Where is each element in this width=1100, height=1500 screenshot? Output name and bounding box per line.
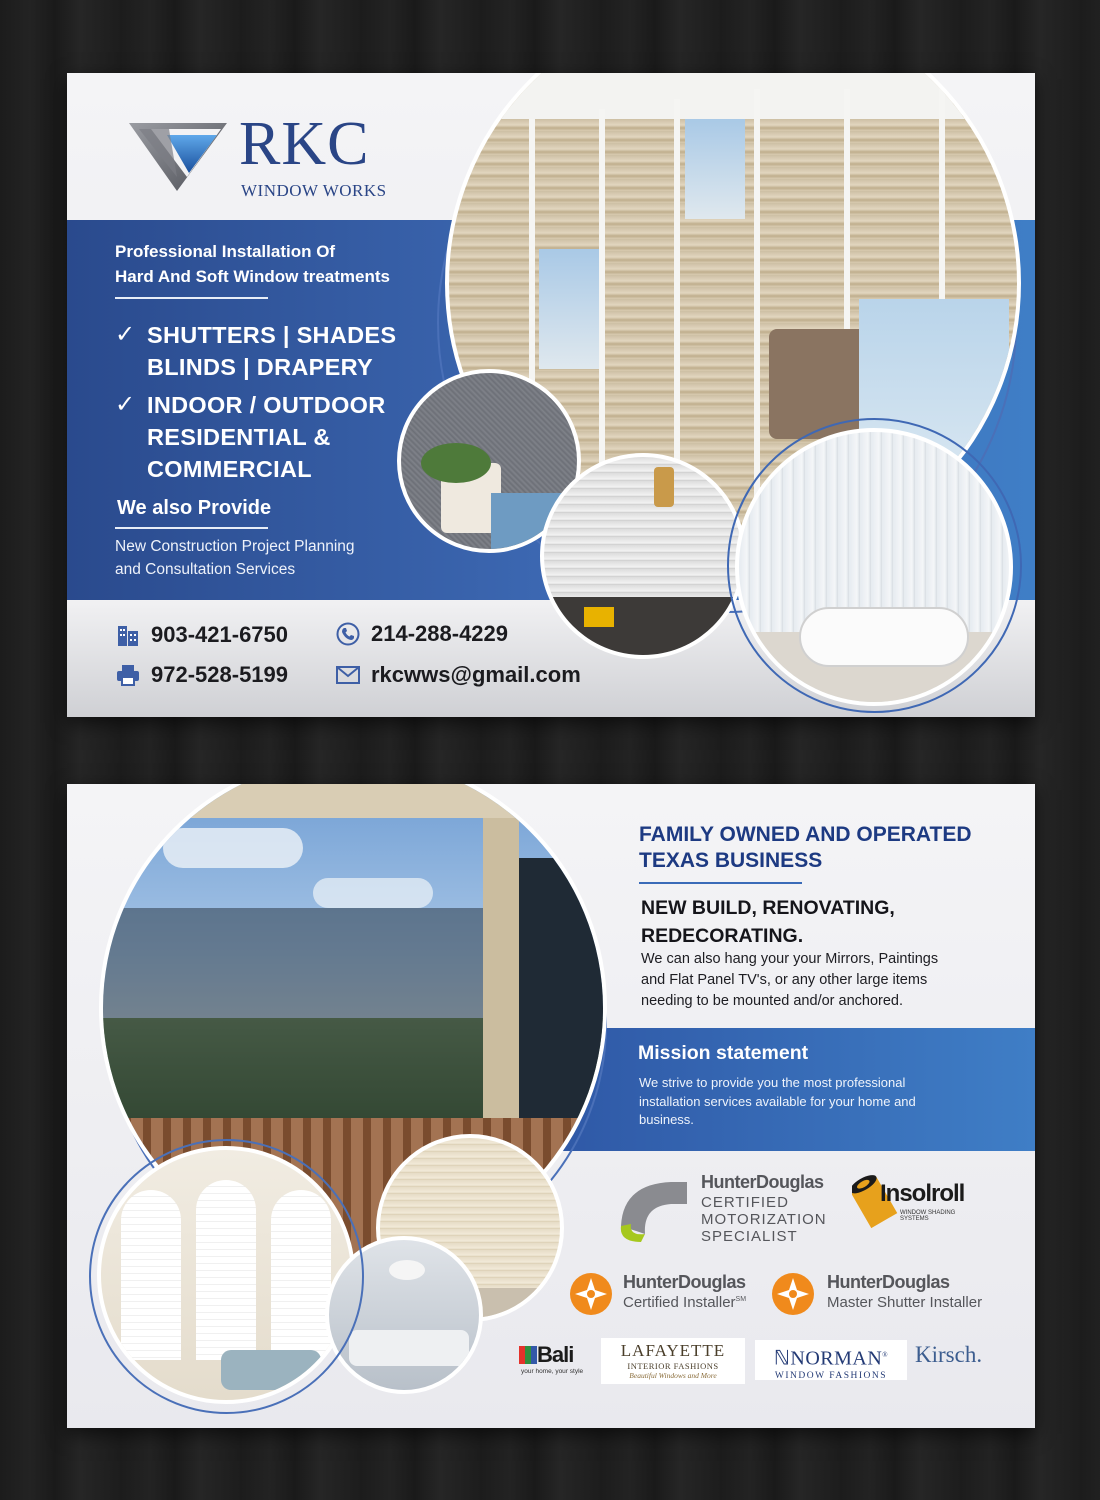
brand-sub-text: Certified Installer [623, 1294, 736, 1311]
phone-icon [335, 622, 361, 646]
divider [115, 297, 268, 299]
title-line: TEXAS BUSINESS [639, 849, 823, 872]
service-line: COMMERCIAL [147, 456, 312, 482]
body-line: needing to be mounted and/or anchored. [641, 993, 904, 1009]
subtitle-line: REDECORATING. [641, 925, 804, 947]
office-phone-number: 903-421-6750 [151, 622, 289, 647]
brand-line: SPECIALIST [701, 1228, 798, 1245]
checkmark-icon: ✓ [115, 391, 136, 418]
service-line: BLINDS | DRAPERY [147, 354, 373, 380]
brand-tagline: Beautiful Windows and More [629, 1371, 717, 1380]
brand-subtitle: INTERIOR FASHIONS [627, 1361, 719, 1371]
also-provide-title: We also Provide [117, 497, 272, 519]
mission-line: business. [639, 1112, 694, 1127]
body-line: and Flat Panel TV's, or any other large items [641, 972, 928, 988]
hunterdouglas-master-shutter-logo [771, 1272, 1001, 1316]
hunterdouglas-badge-icon [771, 1272, 815, 1316]
bali-color-icon [519, 1346, 537, 1364]
mobile-phone-number: 214-288-4229 [371, 621, 509, 646]
hunterdouglas-motorization-logo [615, 1172, 845, 1252]
divider [115, 527, 268, 529]
tagline-line: Hard And Soft Window treatments [115, 267, 390, 286]
service-line: SHUTTERS | SHADES [147, 322, 397, 348]
services-subtitle [641, 894, 991, 950]
subtitle-line: NEW BUILD, RENOVATING, [641, 897, 895, 919]
email-contact[interactable] [335, 662, 581, 688]
brand-line: CERTIFIED [701, 1194, 789, 1211]
also-provide-text [115, 535, 415, 581]
body-line: We can also hang your your Mirrors, Paintings [641, 951, 939, 967]
hunterdouglas-badge-icon [569, 1272, 613, 1316]
brand-subtitle [623, 1294, 746, 1311]
fax-number[interactable] [115, 662, 288, 688]
decorative-ring [89, 1139, 364, 1414]
brand-name: HunterDouglas [623, 1272, 746, 1292]
norman-n-icon: ℕ [773, 1347, 791, 1370]
building-icon [115, 623, 141, 647]
brand-subtitle [701, 1194, 827, 1245]
bali-logo [519, 1344, 599, 1380]
title-line: FAMILY OWNED AND OPERATED [639, 823, 972, 846]
norman-logo: ℕNORMAN® WINDOW FASHIONS [755, 1340, 907, 1380]
back-card [67, 784, 1035, 1428]
lafayette-logo [601, 1338, 745, 1384]
family-owned-title [639, 822, 1019, 874]
logo-name: RKC [239, 110, 370, 178]
mobile-phone[interactable] [335, 621, 508, 647]
tagline-line: Professional Installation Of [115, 242, 336, 261]
divider [639, 882, 802, 884]
brand-name: Kirsch. [915, 1342, 983, 1367]
service-line: INDOOR / OUTDOOR [147, 392, 386, 418]
trademark-mark: SM [735, 1296, 747, 1303]
triangle-logo-icon [129, 121, 229, 193]
envelope-icon [335, 663, 361, 687]
hanging-services-text [641, 949, 1001, 1012]
printer-icon [115, 663, 141, 687]
brand-name: LAFAYETTE [620, 1341, 726, 1360]
logo-subtitle: WINDOW WORKS [241, 181, 387, 200]
email-address: rkcwws@gmail.com [371, 662, 581, 687]
services-list-2 [115, 389, 386, 485]
brand-name: HunterDouglas [701, 1172, 824, 1192]
fax-number-text: 972-528-5199 [151, 662, 289, 687]
brand-name: NORMAN [790, 1347, 883, 1370]
mission-line: We strive to provide you the most professional [639, 1075, 906, 1090]
brand-subtitle: WINDOW SHADING SYSTEMS [900, 1210, 956, 1222]
office-phone[interactable] [115, 622, 288, 648]
also-line: and Consultation Services [115, 561, 296, 578]
brand-name: HunterDouglas [827, 1272, 950, 1292]
hunterdouglas-swoosh-icon [615, 1176, 695, 1246]
hunterdouglas-certified-installer-logo [569, 1272, 769, 1316]
brand-subtitle: your home, your style [521, 1368, 584, 1375]
also-line: New Construction Project Planning [115, 538, 355, 555]
services-list-1 [115, 319, 396, 383]
brand-name: Insolroll [880, 1180, 965, 1207]
photo-sheer-shades [540, 453, 746, 659]
brand-line: MOTORIZATION [701, 1211, 827, 1228]
insolroll-logo [852, 1174, 982, 1234]
rkc-logo [129, 111, 399, 211]
front-card [67, 73, 1035, 717]
brand-subtitle: WINDOW FASHIONS [774, 1370, 888, 1381]
mission-text [639, 1074, 959, 1130]
service-line: RESIDENTIAL & [147, 424, 331, 450]
kirsch-logo [915, 1342, 995, 1382]
brand-name: Bali [537, 1342, 574, 1367]
mission-line: installation services available for your home and [639, 1093, 916, 1109]
decorative-ring [727, 418, 1022, 713]
brand-subtitle: Master Shutter Installer [827, 1294, 983, 1311]
mission-title: Mission statement [638, 1042, 809, 1064]
checkmark-icon: ✓ [115, 321, 136, 348]
front-tagline [115, 239, 445, 289]
